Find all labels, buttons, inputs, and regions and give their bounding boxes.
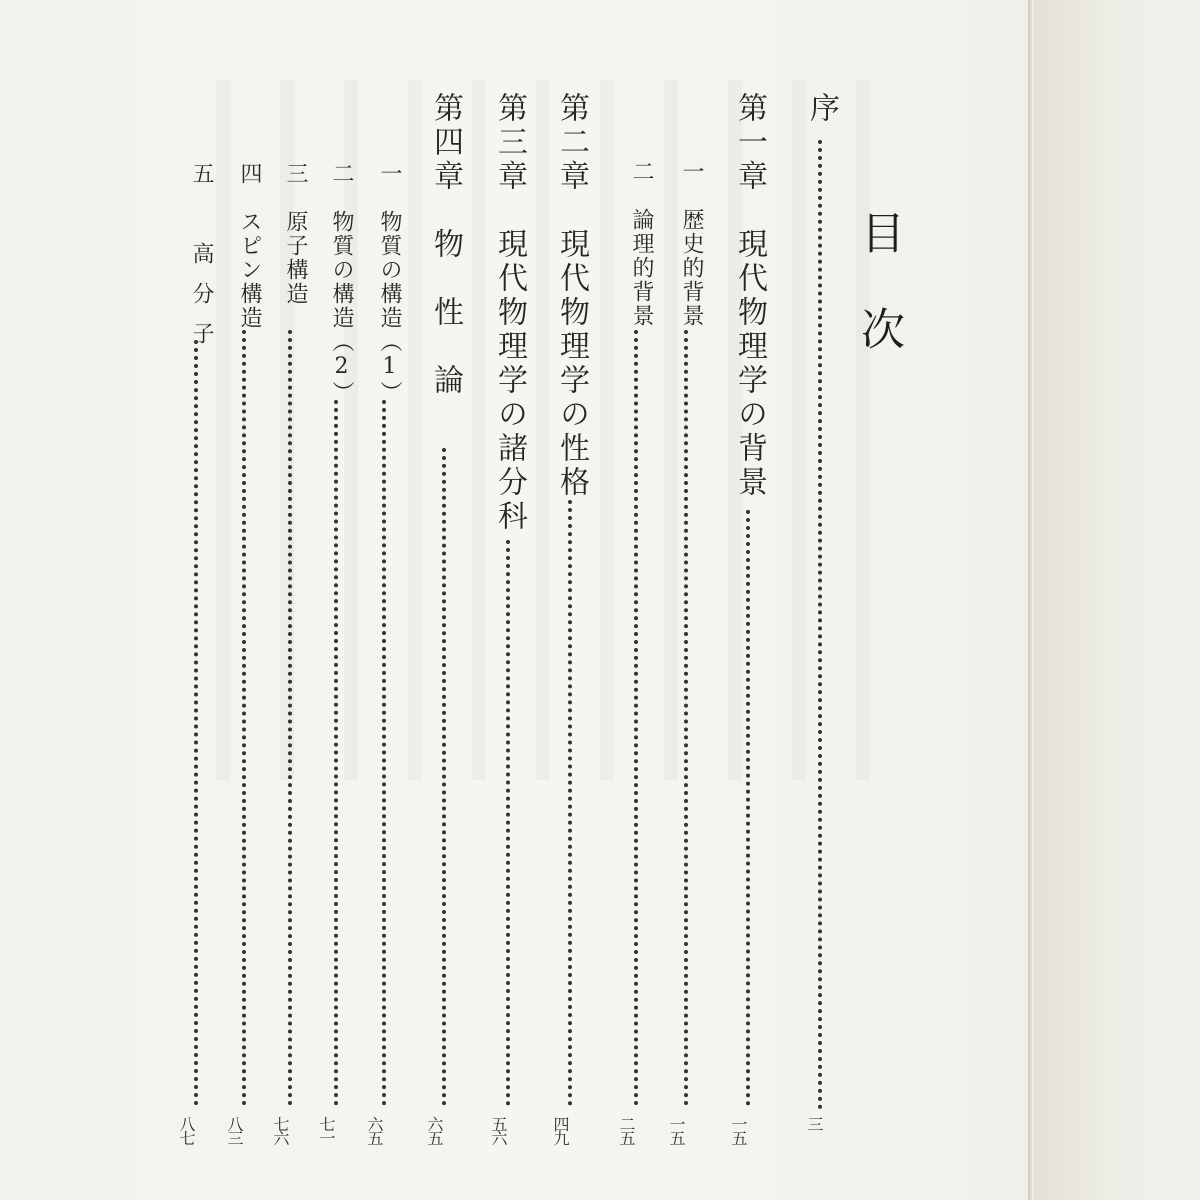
toc-dot-leader: [382, 400, 386, 1106]
toc-dot-leader: [442, 448, 446, 1106]
toc-entry-chapter-1: [718, 0, 778, 1200]
toc-dot-leader: [634, 330, 638, 1106]
toc-page-number: 八七: [177, 1116, 196, 1144]
toc-dot-leader: [684, 330, 688, 1106]
toc-entry-label: 第三章 現代物理学の諸分科: [492, 92, 527, 534]
toc-page-number: 一五: [729, 1116, 748, 1144]
toc-page-number: 七六: [271, 1116, 290, 1144]
toc-page-number: 五六: [489, 1116, 508, 1144]
toc-entry-label: 一 歴史的背景: [679, 160, 704, 328]
toc-page-number: 六五: [425, 1116, 444, 1144]
toc-entry-label: 二 論理的背景: [629, 160, 654, 328]
toc-page-number: 七一: [317, 1116, 336, 1144]
toc-entry-label: 第二章 現代物理学の性格: [554, 92, 589, 500]
adjacent-page: [1036, 0, 1200, 1200]
toc-dot-leader: [334, 400, 338, 1106]
toc-dot-leader: [818, 140, 822, 1110]
toc-page-number: 八三: [225, 1116, 244, 1144]
toc-dot-leader: [746, 510, 750, 1106]
toc-page-number: 二五: [617, 1116, 636, 1144]
toc-dot-leader: [242, 330, 246, 1106]
toc-dot-leader: [506, 540, 510, 1106]
toc-page-number: 四九: [551, 1116, 570, 1144]
toc-entry-preface: [790, 0, 850, 1200]
toc-page-number: 六五: [365, 1116, 384, 1144]
toc-entry-label: 五 高分子: [189, 162, 214, 362]
toc-page-number: 三: [805, 1116, 824, 1130]
toc-dot-leader: [288, 330, 292, 1106]
toc-page-number: 一五: [667, 1116, 686, 1144]
toc-entry-label: 第四章 物 性 論: [428, 92, 463, 398]
toc-entry-label: 一 物質の構造（1）: [377, 162, 402, 405]
page-edge: [1028, 0, 1032, 1200]
toc-dot-leader: [568, 500, 572, 1106]
toc-entry-chapter-2: [540, 0, 600, 1200]
toc-entry-section-4-5: [166, 0, 226, 1200]
toc-title: 目次: [853, 210, 904, 402]
toc-entry-label: 序: [804, 92, 839, 126]
toc-entry-label: 第一章 現代物理学の背景: [732, 92, 767, 500]
toc-entry-label: 二 物質の構造（2）: [329, 162, 354, 405]
toc-entry-chapter-4: [414, 0, 474, 1200]
toc-entry-label: 四 スピン構造: [237, 162, 262, 330]
toc-entry-label: 三 原子構造: [283, 162, 308, 306]
toc-entry-section-1-2: [606, 0, 666, 1200]
toc-entry-chapter-3: [478, 0, 538, 1200]
toc-dot-leader: [194, 340, 198, 1106]
